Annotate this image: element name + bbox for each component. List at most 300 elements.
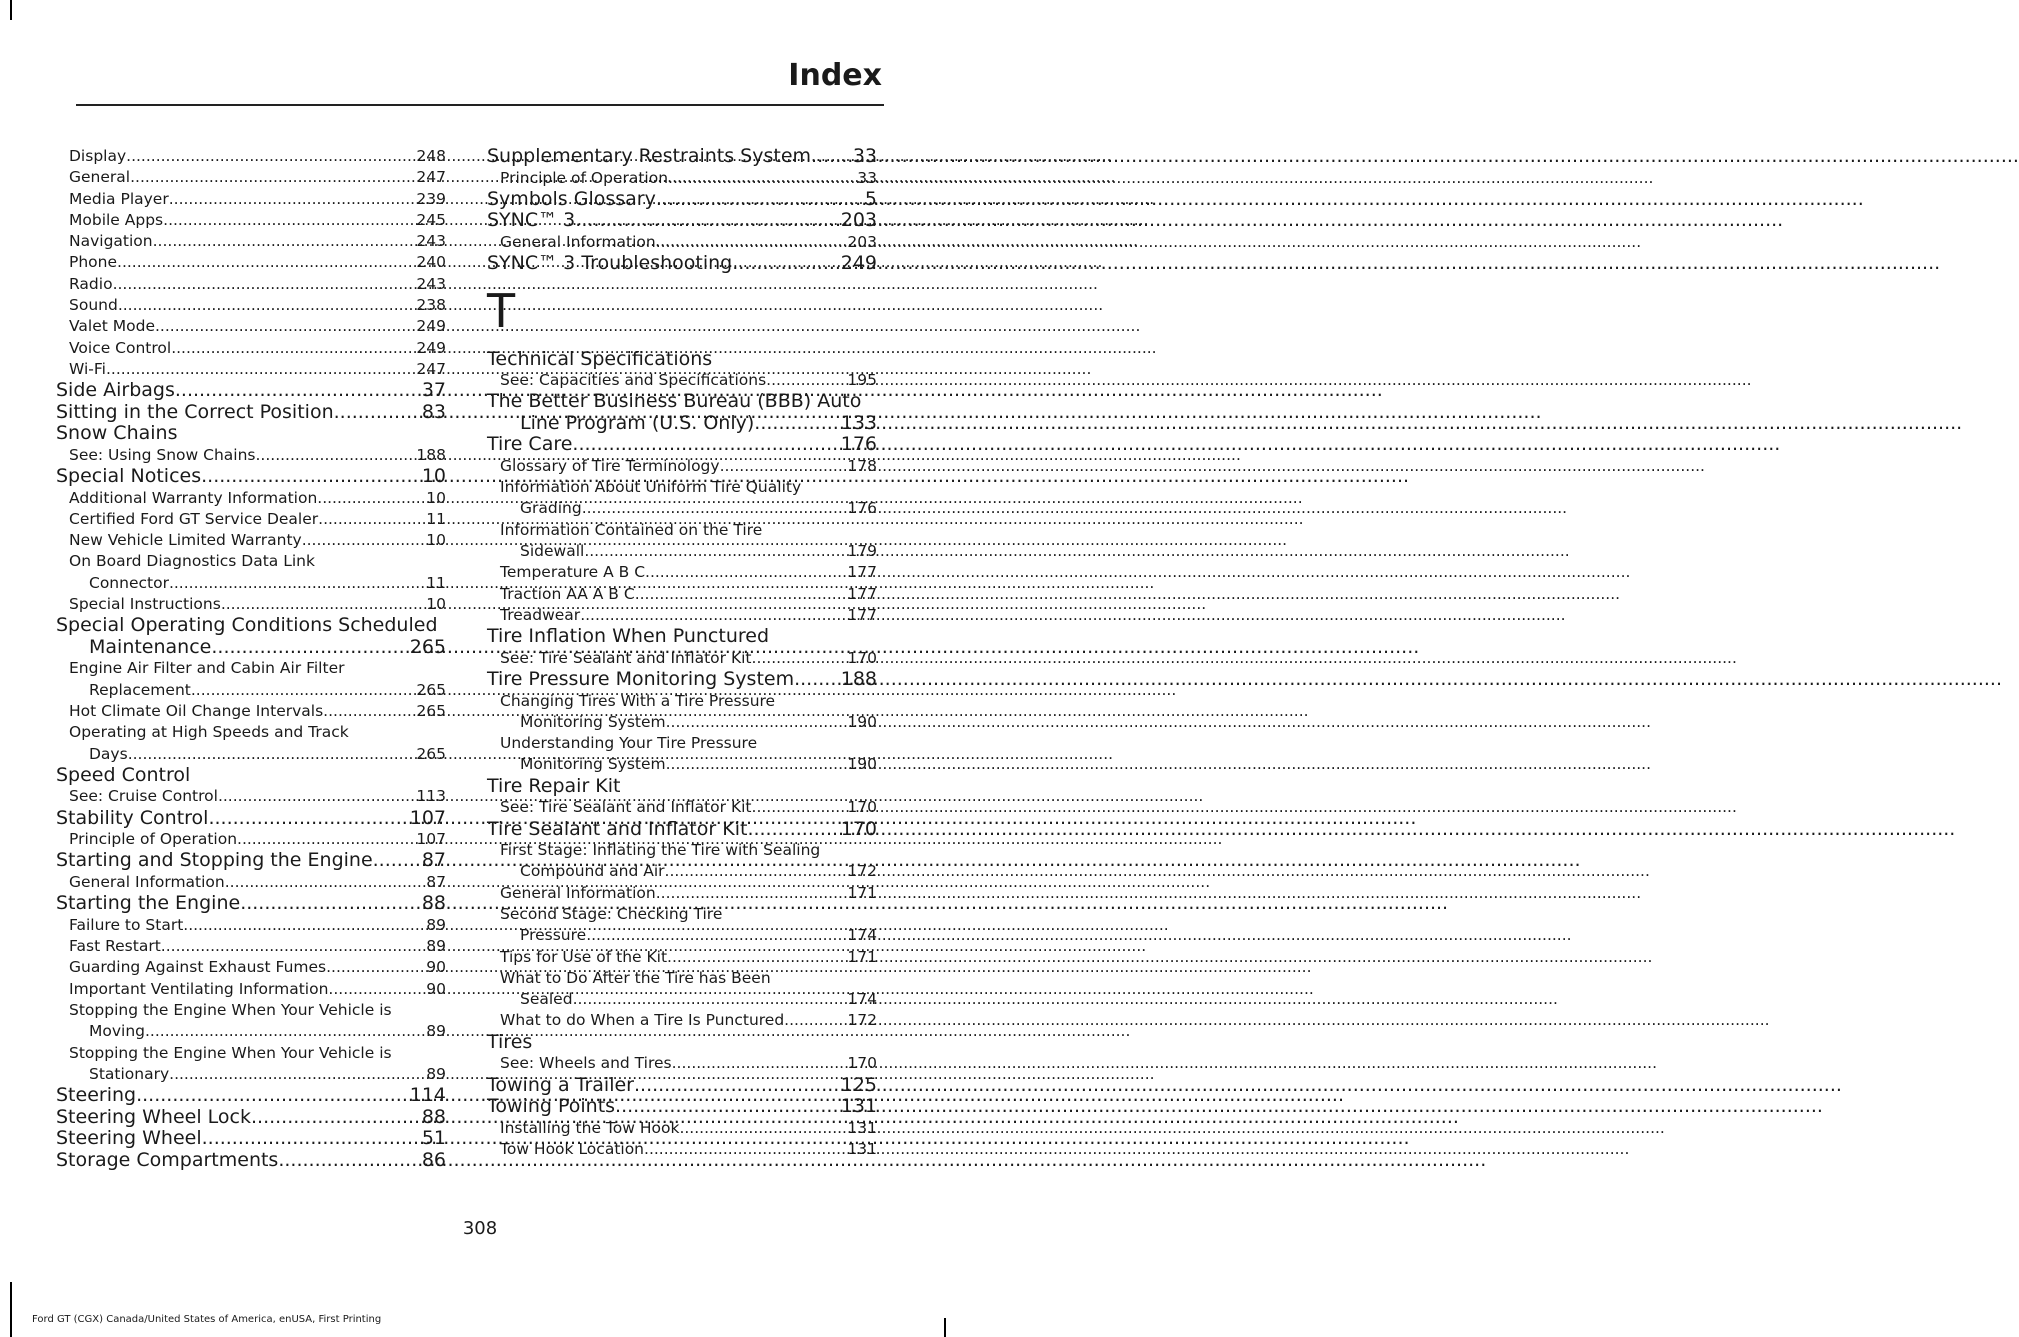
entry-label: Monitoring System [520,755,666,774]
index-subentry [56,744,446,765]
index-entry [56,380,446,402]
page-reference: 88 [421,892,446,915]
page-reference: 89 [426,1064,446,1083]
index-subentry [487,754,877,775]
index-subentry [487,1139,877,1160]
index-heading: Tire Inflation When Punctured [487,625,770,648]
entry-label: Failure to Start [69,915,184,934]
index-heading: Special Operating Conditions Scheduled [56,614,438,637]
dot-leader [668,168,857,189]
entry-label: Important Ventilating Information [69,979,329,998]
index-entry [487,669,877,691]
dot-leader [171,338,416,359]
page-reference: 249 [416,338,446,357]
entry-label: See: Capacities and Specifications [500,371,767,390]
entry-label: See: Using Snow Chains [69,445,256,464]
index-subheading: Understanding Your Tire Pressure [500,734,758,753]
index-heading: Snow Chains [56,422,178,445]
page-reference: 10 [421,465,446,488]
dot-leader [586,925,847,946]
page-reference: 188 [416,445,446,464]
page-reference: 265 [416,680,446,699]
index-heading: The Better Business Bureau (BBB) Auto [487,390,862,413]
dot-leader [145,1021,426,1042]
page-reference: 114 [409,1084,446,1107]
page-reference: 107 [409,806,446,829]
dot-leader [251,1107,422,1129]
entry-label: Grading [520,499,582,518]
entry-label: Days [89,744,128,763]
index-subheading: On Board Diagnostics Data Link [69,552,315,571]
page-reference: 174 [847,926,877,945]
index-subentry [487,232,877,253]
index-subentry [56,829,446,850]
page-reference: 88 [421,1105,446,1128]
page-reference: 125 [840,1073,877,1096]
entry-label: Pressure [520,926,587,945]
dot-leader [302,530,427,551]
page-reference: 131 [840,1095,877,1118]
index-heading: Technical Specifications [487,347,713,370]
page-reference: 249 [840,252,877,275]
entry-label: Storage Compartments [56,1148,279,1171]
dot-leader [240,893,422,915]
index-subentry [56,359,446,380]
dot-leader [634,1075,841,1097]
dot-leader [747,819,840,841]
page-reference: 265 [416,701,446,720]
entry-label: What to do When a Tire Is Punctured [500,1011,785,1030]
dot-leader [169,573,426,594]
page-reference: 172 [847,1011,877,1030]
index-subentry [487,925,877,946]
page-reference: 178 [847,456,877,475]
dot-leader [155,316,416,337]
dot-leader [118,295,417,316]
page-reference: 133 [840,411,877,434]
index-subentry [487,370,877,391]
entry-label: Moving [89,1022,145,1041]
index-subentry [56,979,446,1000]
index-heading: Tires [487,1030,533,1053]
index-subentry [56,530,446,551]
page-reference: 10 [426,531,446,550]
index-subentry [56,872,446,893]
page-reference: 245 [416,210,446,229]
dot-leader [373,850,422,872]
dot-leader [225,872,427,893]
dot-leader [672,1053,848,1074]
entry-label: Side Airbags [56,379,175,402]
entry-label: New Vehicle Limited Warranty [69,531,302,550]
page-reference: 177 [847,605,877,624]
index-entry [56,637,446,659]
page-reference: 170 [847,1054,877,1073]
entry-label: Sidewall [520,542,585,561]
page-reference: 248 [416,147,446,165]
dot-leader [328,979,426,1000]
crop-mark-bottom-left [10,1282,12,1337]
index-heading: Speed Control [56,763,191,786]
dot-leader [752,648,848,669]
page-reference: 107 [416,830,446,849]
page-reference: 239 [416,189,446,208]
entry-label: Connector [89,573,169,592]
index-subentry [487,584,877,605]
entry-label: General [69,168,131,187]
index-entry [56,808,446,830]
page-reference: 172 [847,862,877,881]
index-subheading: Operating at High Speeds and Track [69,723,349,742]
index-subheading: Changing Tires With a Tire Pressure [500,691,776,710]
page-reference: 170 [840,817,877,840]
entry-label: Symbols Glossary [487,187,656,210]
entry-label: Starting and Stopping the Engine [56,849,373,872]
index-subentry [56,167,446,188]
dot-leader [575,210,840,232]
index-subheading: What to Do After the Tire has Been [500,968,771,987]
dot-leader [126,146,416,167]
page-reference: 87 [421,849,446,872]
entry-label: Towing Points [487,1095,616,1118]
entry-label: Additional Warranty Information [69,488,318,507]
entry-label: See: Tire Sealant and Inflator Kit [500,648,752,667]
page-reference: 51 [421,1127,446,1150]
page-reference: 247 [416,359,446,378]
index-subentry [487,797,877,818]
page-reference: 171 [847,947,877,966]
index-entry [487,189,877,211]
entry-label: Glossary of Tire Terminology [500,456,720,475]
entry-label: General Information [500,232,656,251]
page-reference: 247 [416,168,446,187]
page-number: 308 [462,1218,498,1239]
index-subentry [487,168,877,189]
index-subentry [56,189,446,210]
page-reference: 238 [416,296,446,315]
dot-leader [644,1139,847,1160]
entry-label: Supplementary Restraints System [487,145,812,167]
entry-label: Voice Control [69,338,172,357]
dot-leader [326,957,426,978]
index-subentry [56,936,446,957]
dot-leader [169,189,417,210]
index-subentry [56,295,446,316]
entry-label: General Information [69,872,225,891]
page-reference: 10 [426,595,446,614]
index-subentry [487,605,877,626]
dot-leader [720,456,848,477]
dot-leader [666,754,848,775]
page-reference: 240 [416,253,446,272]
page-reference: 90 [426,958,446,977]
entry-label: Principle of Operation [69,830,238,849]
entry-label: Steering Wheel Lock [56,1105,251,1128]
index-subentry [56,316,446,337]
page-reference: 37 [421,379,446,402]
dot-leader [580,605,847,626]
entry-label: Line Program (U.S. Only) [520,411,755,434]
dot-leader [163,210,416,231]
entry-label: Sound [69,296,118,315]
dot-leader [679,1118,847,1139]
dot-leader [656,189,865,211]
entry-label: Steering [56,1084,137,1107]
page-reference: 87 [426,872,446,891]
page-reference: 5 [864,187,877,210]
page-reference: 203 [847,232,877,251]
dot-leader [754,413,840,435]
dot-leader [191,680,417,701]
dot-leader [128,744,417,765]
dot-leader [278,1150,421,1172]
entry-label: Towing a Trailer [487,1073,634,1096]
index-subheading: First Stage: Inflating the Tire with Sealing [500,841,821,860]
index-subentry [56,509,446,530]
index-subentry [56,488,446,509]
entry-label: Starting the Engine [56,892,241,915]
page-reference: 243 [416,232,446,251]
index-subentry [56,701,446,722]
index-subheading: Information About Uniform Tire Quality [500,478,802,497]
index-subentry [487,861,877,882]
header-divider [76,104,884,106]
dot-leader [221,594,426,615]
index-subentry [56,1021,446,1042]
dot-leader [656,883,848,904]
page-reference: 177 [847,563,877,582]
entry-label: Temperature A B C [500,563,646,582]
page-reference: 131 [847,1118,877,1137]
index-subentry [487,562,877,583]
page-reference: 10 [426,488,446,507]
entry-label: Tire Pressure Monitoring System [487,668,795,691]
entry-label: Media Player [69,189,169,208]
page-reference: 176 [840,433,877,456]
entry-label: Hot Climate Oil Change Intervals [69,701,324,720]
page-reference: 190 [847,755,877,774]
edition-note: Ford GT (CGX) Canada/United States of America, enUSA, First Printing [32,1314,382,1325]
entry-label: Navigation [69,232,153,251]
page-reference: 203 [840,209,877,232]
page-reference: 190 [847,712,877,731]
index-section-letter: T [487,283,516,338]
dot-leader [645,562,847,583]
page-reference: 11 [426,509,446,528]
index-subentry [56,252,446,273]
index-entry [56,1150,446,1172]
dot-leader [334,402,422,424]
dot-leader [317,488,426,509]
index-subentry [56,231,446,252]
page-reference: 170 [847,798,877,817]
dot-leader [784,1010,847,1031]
index-column-left [56,146,446,1171]
entry-label: Tow Hook Location [500,1139,645,1158]
index-entry [487,210,877,232]
page-reference: 243 [416,274,446,293]
entry-label: Phone [69,253,118,272]
page-reference: 170 [847,648,877,667]
dot-leader [255,445,416,466]
dot-leader [130,167,416,188]
index-subheading: Engine Air Filter and Cabin Air Filter [69,659,345,678]
index-entry [56,1128,446,1150]
index-subentry [487,712,877,733]
index-subentry [487,541,877,562]
page-title: Index [788,58,882,93]
page-reference: 171 [847,883,877,902]
page-reference: 188 [840,668,877,691]
dot-leader [665,861,848,882]
entry-label: See: Tire Sealant and Inflator Kit [500,798,752,817]
page-reference: 113 [416,787,446,806]
dot-leader [208,808,409,830]
page-reference: 265 [416,744,446,763]
dot-leader [615,1096,841,1118]
dot-leader [811,146,853,168]
entry-label: Special Notices [56,465,202,488]
dot-leader [106,359,416,380]
page-reference: 90 [426,979,446,998]
index-subentry [487,883,877,904]
entry-label: Maintenance [89,635,212,658]
page-reference: 89 [426,1022,446,1041]
index-entry [56,1085,446,1107]
entry-label: Radio [69,274,113,293]
page-reference: 176 [847,499,877,518]
index-entry [487,1075,877,1097]
entry-label: Display [69,147,127,165]
dot-leader [113,274,417,295]
dot-leader [323,701,416,722]
entry-label: Mobile Apps [69,210,164,229]
dot-leader [318,509,426,530]
dot-leader [218,786,416,807]
page-reference: 131 [847,1139,877,1158]
dot-leader [752,797,848,818]
dot-leader [117,252,416,273]
index-entry [487,146,877,168]
entry-label: Wi-Fi [69,359,106,378]
index-entry [487,413,877,435]
dot-leader [572,434,840,456]
index-subentry [56,786,446,807]
entry-label: Treadwear [500,605,581,624]
entry-label: See: Cruise Control [69,787,218,806]
index-subentry [487,1053,877,1074]
index-subentry [56,680,446,701]
index-entry [487,819,877,841]
index-column-right [487,146,877,1160]
dot-leader [136,1085,410,1107]
index-subentry [487,947,877,968]
page-reference: 11 [426,573,446,592]
index-entry [56,850,446,872]
entry-label: Compound and Air [520,862,665,881]
entry-label: Sealed [520,990,573,1009]
dot-leader [582,498,848,519]
index-heading: Tire Repair Kit [487,774,621,797]
index-entry [56,893,446,915]
dot-leader [211,637,409,659]
index-subentry [487,648,877,669]
page-reference: 86 [421,1148,446,1171]
page-reference: 33 [857,168,877,187]
entry-label: Fast Restart [69,937,161,956]
index-subentry [487,456,877,477]
index-subentry [56,146,446,167]
dot-leader [794,669,841,691]
page-reference: 33 [852,145,877,167]
dot-leader [175,380,422,402]
entry-label: Tips for Use of the Kit [500,947,668,966]
entry-label: Sitting in the Correct Position [56,400,334,423]
index-subheading: Stopping the Engine When Your Vehicle is [69,1043,392,1062]
dot-leader [153,231,417,252]
entry-label: Monitoring System [520,712,666,731]
dot-leader [183,915,426,936]
dot-leader [732,253,840,275]
index-subentry [487,498,877,519]
index-entry [487,434,877,456]
index-entry [56,1107,446,1129]
page-reference: 89 [426,915,446,934]
entry-label: Valet Mode [69,317,155,336]
index-subentry [56,1064,446,1085]
index-entry [487,253,877,275]
crop-mark-bottom-right [944,1318,946,1337]
index-entry [56,466,446,488]
index-subentry [56,210,446,231]
entry-label: Stability Control [56,806,209,829]
entry-label: Traction AA A B C [500,584,635,603]
entry-label: Tire Sealant and Inflator Kit [487,817,748,840]
index-subentry [56,338,446,359]
index-entry [56,402,446,424]
entry-label: Special Instructions [69,595,221,614]
page-reference: 179 [847,542,877,561]
dot-leader [766,370,847,391]
index-subentry [487,1010,877,1031]
dot-leader [667,947,847,968]
page-reference: 89 [426,937,446,956]
entry-label: Tire Care [487,433,573,456]
page-reference: 195 [847,371,877,390]
index-subentry [56,274,446,295]
dot-leader [237,829,416,850]
entry-label: Replacement [89,680,191,699]
index-subentry [56,594,446,615]
dot-leader [202,1128,422,1150]
dot-leader [584,541,847,562]
index-subheading: Second Stage: Checking Tire [500,904,723,923]
index-subentry [56,915,446,936]
dot-leader [161,936,426,957]
index-subheading: Information Contained on the Tire [500,520,763,539]
dot-leader [635,584,848,605]
dot-leader [169,1064,426,1085]
page-reference: 83 [421,400,446,423]
index-subheading: Stopping the Engine When Your Vehicle is [69,1000,392,1019]
entry-label: Certified Ford GT Service Dealer [69,509,319,528]
dot-leader [573,989,848,1010]
entry-label: Principle of Operation [500,168,669,187]
index-entry [487,1096,877,1118]
entry-label: SYNC™ 3 Troubleshooting [487,252,733,275]
crop-mark-top-left [10,0,12,20]
entry-label: Steering Wheel [56,1127,202,1150]
